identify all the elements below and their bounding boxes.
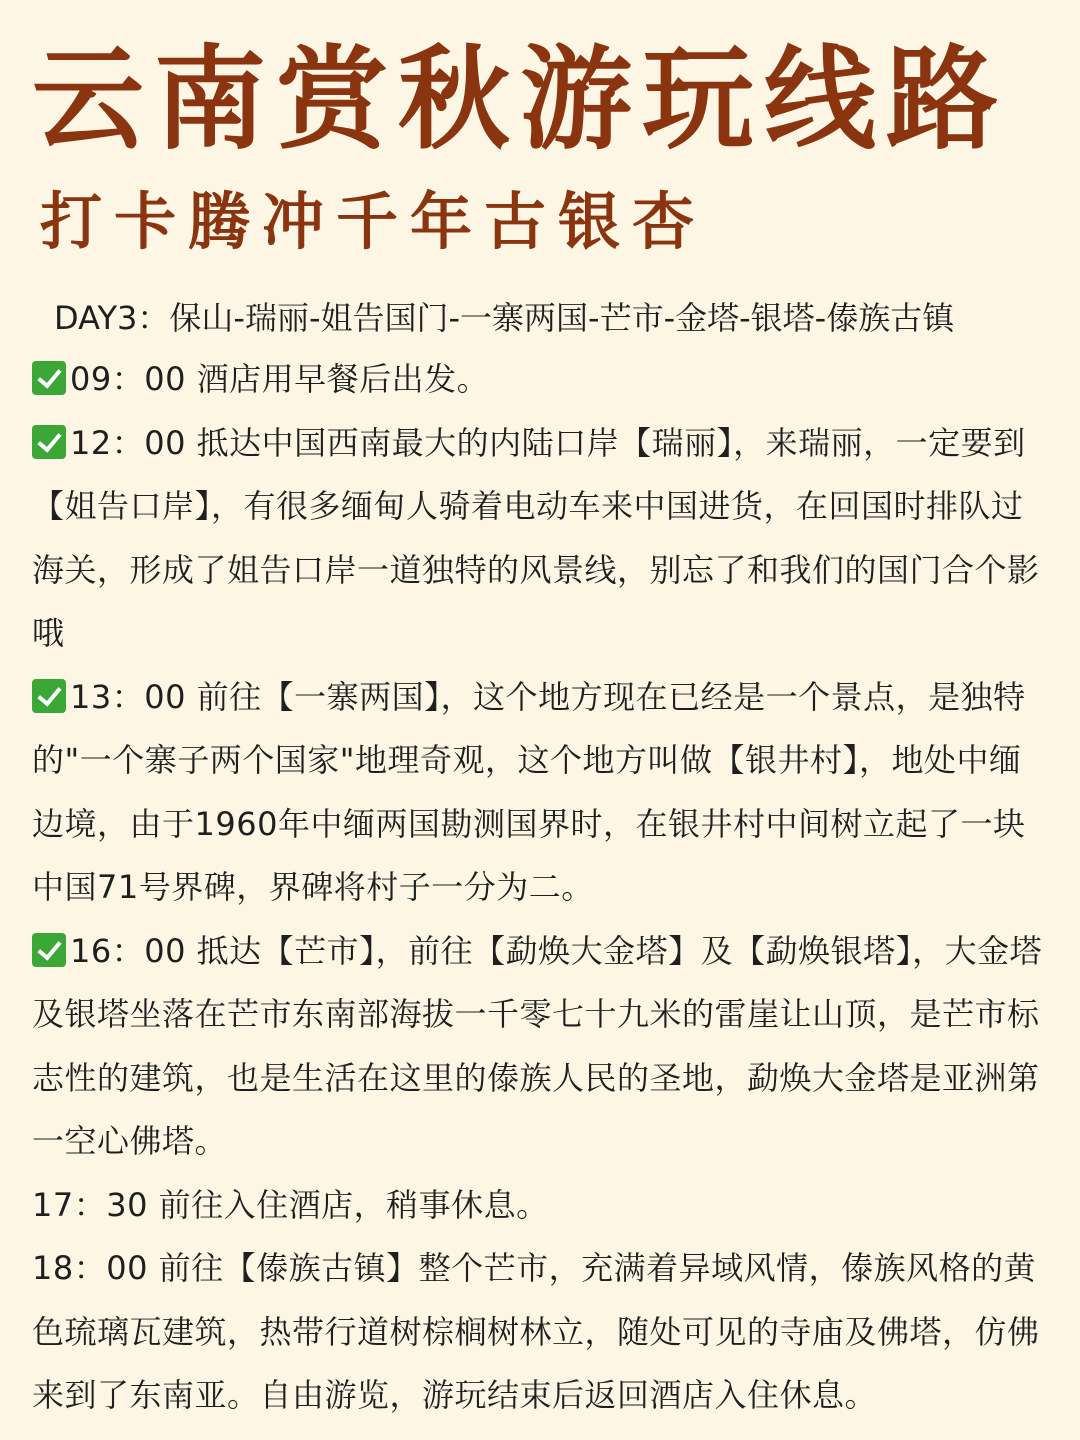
schedule-item — [32, 666, 1048, 920]
schedule-item — [32, 1174, 1048, 1238]
schedule-description: 前往【傣族古镇】整个芒市，充满着异域风情，傣族风格的黄色琉璃瓦建筑，热带行道树棕榈树林立，随处可见的寺庙及佛塔，仿佛来到了东南亚。自由游览，游玩结束后返回酒店入住休息。 — [32, 1249, 1040, 1414]
schedule-description: 前往【一寨两国】，这个地方现在已经是一个景点，是独特的"一个寨子两个国家"地理奇观，这个地方叫做【银井村】，地处中缅边境，由于1960年中缅两国勘测国界时，在银井村中间树立起了一块中国71号界碑，界碑将村子一分为二。 — [32, 677, 1026, 906]
schedule-item — [32, 920, 1048, 1174]
schedule-time: 17：30 — [32, 1185, 148, 1224]
check-box-icon — [32, 361, 66, 395]
page-title: 云南赏秋游玩线路 — [32, 35, 1008, 165]
schedule-time: 13：00 — [70, 677, 186, 716]
schedule-item — [32, 348, 1048, 412]
schedule-item — [32, 1237, 1048, 1428]
check-box-icon — [32, 679, 66, 713]
schedule-description: 前往入住酒店，稍事休息。 — [147, 1185, 549, 1224]
schedule-time: 12：00 — [70, 423, 186, 462]
schedule-item — [32, 412, 1048, 666]
check-box-icon — [32, 933, 66, 967]
schedule-time: 16：00 — [70, 931, 186, 970]
schedule-description: 抵达【芒市】，前往【勐焕大金塔】及【勐焕银塔】，大金塔及银塔坐落在芒市东南部海拔一千零七十九米的雷崖让山顶，是芒市标志性的建筑，也是生活在这里的傣族人民的圣地，勐焕大金塔是亚洲第一空心佛塔。 — [32, 931, 1043, 1160]
schedule-time: 09：00 — [70, 360, 186, 398]
day-route-heading: DAY3：保山-瑞丽-姐告国门-一寨两国-芒市-金塔-银塔-傣族古镇 — [54, 299, 955, 337]
schedule-time: 18：00 — [32, 1249, 148, 1287]
schedule-description: 抵达中国西南最大的内陆口岸【瑞丽】，来瑞丽，一定要到【姐告口岸】，有很多缅甸人骑着电动车来中国进货，在回国时排队过海关，形成了姐告口岸一道独特的风景线，别忘了和我们的国门合个影哦 — [32, 423, 1040, 652]
schedule-description: 酒店用早餐后出发。 — [185, 360, 490, 398]
page-subtitle: 打卡腾冲千年古银杏 — [40, 185, 707, 258]
check-box-icon — [32, 425, 66, 459]
schedule-list — [32, 348, 1048, 1428]
